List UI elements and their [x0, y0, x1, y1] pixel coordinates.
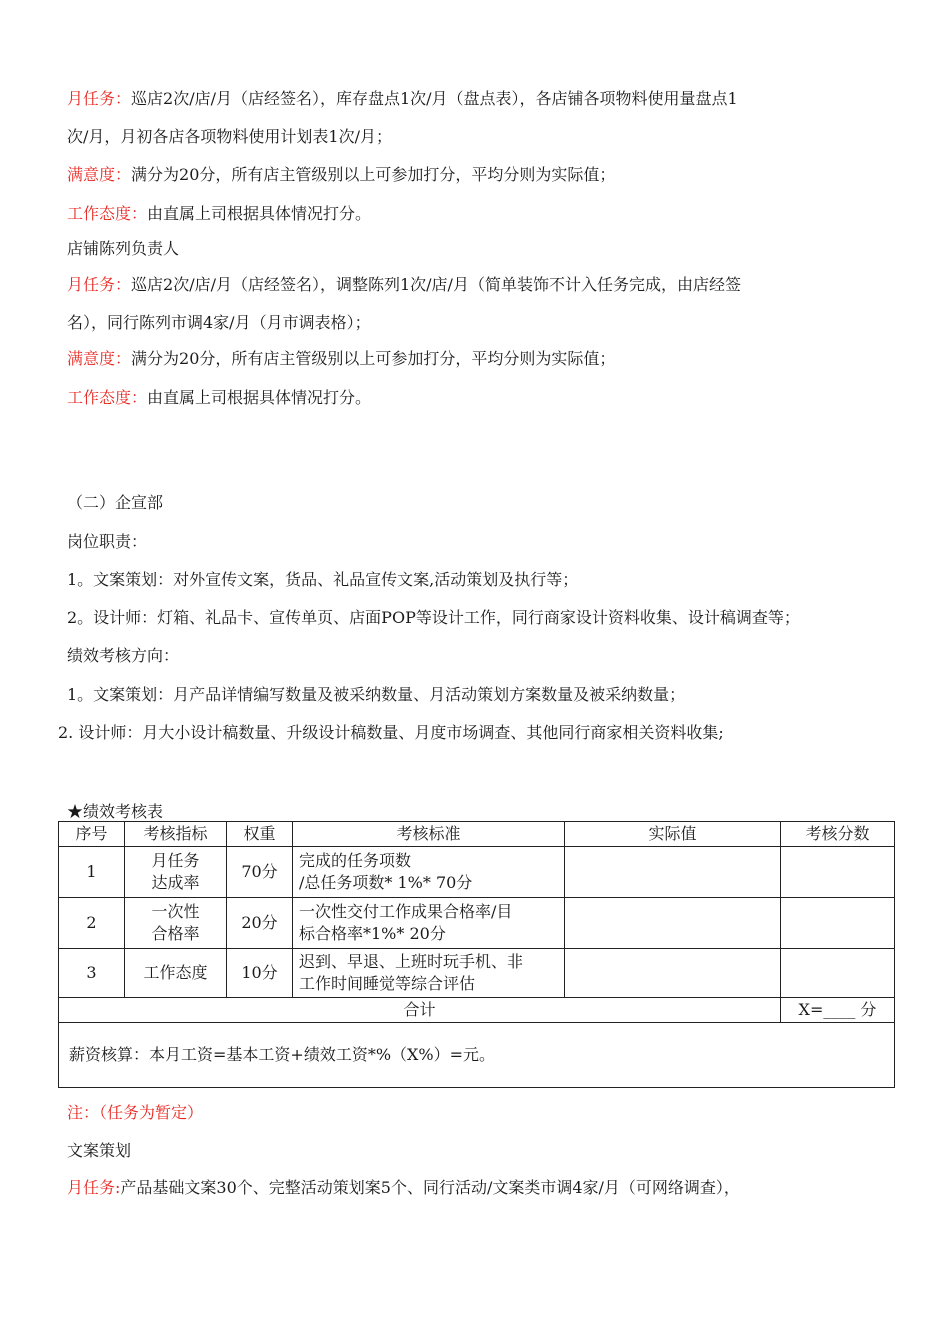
- task-label: 月任务：: [67, 275, 132, 294]
- total-value: X=____ 分: [781, 998, 895, 1023]
- task-label: 月任务:: [67, 1178, 121, 1197]
- direction-item-1: 1。文案策划：月产品详情编写数量及被采纳数量、月活动策划方案数量及被采纳数量；: [67, 685, 686, 704]
- satisfaction-label: 满意度：: [67, 349, 132, 368]
- table-row: [59, 847, 895, 898]
- direction-title: 绩效考核方向：: [67, 646, 180, 665]
- attitude-label: 工作态度：: [67, 204, 148, 223]
- task-text-cont: 名），同行陈列市调4家/月（月市调表格）；: [67, 313, 371, 332]
- direction-item-2: 2. 设计师：月大小设计稿数量、升级设计稿数量、月度市场调查、其他同行商家相关资料收集;: [58, 723, 724, 742]
- header-weight: 权重: [227, 822, 293, 847]
- row-no: 2: [59, 898, 125, 949]
- header-indicator: 考核指标: [125, 822, 227, 847]
- display-manager-heading: 店铺陈列负责人: [67, 239, 180, 258]
- attitude-text: 由直属上司根据具体情况打分。: [147, 388, 372, 407]
- row-actual: [565, 898, 781, 949]
- total-label: 合计: [59, 998, 781, 1023]
- attitude-line-2: [67, 387, 371, 409]
- row-score: [781, 847, 895, 898]
- task-line-3: [67, 274, 741, 296]
- table-row: [59, 898, 895, 949]
- header-no: 序号: [59, 822, 125, 847]
- salary-formula: 薪资核算：本月工资=基本工资+绩效工资*%（X%）=元。: [59, 1023, 895, 1088]
- copy-task-line: [67, 1177, 740, 1199]
- section-heading: （二）企宣部: [67, 493, 164, 512]
- attitude-label: 工作态度：: [67, 388, 148, 407]
- duties-title: 岗位职责：: [67, 532, 148, 551]
- task-text: 巡店2次/店/月（店经签名），调整陈列1次/店/月（简单装饰不计入任务完成，由店经签: [131, 275, 741, 294]
- row-indicator: 工作态度: [125, 949, 227, 998]
- row-actual: [565, 847, 781, 898]
- header-standard: 考核标准: [293, 822, 565, 847]
- note-label: 注：（任务为暂定）: [67, 1103, 204, 1122]
- satisfaction-line: [67, 164, 615, 186]
- satisfaction-text: 满分为20分，所有店主管级别以上可参加打分，平均分则为实际值；: [131, 165, 616, 184]
- row-indicator: 一次性 合格率: [125, 898, 227, 949]
- attitude-line: [67, 203, 371, 225]
- row-score: [781, 898, 895, 949]
- row-standard: 迟到、早退、上班时玩手机、非 工作时间睡觉等综合评估: [293, 949, 565, 998]
- copywriting-heading: 文案策划: [67, 1141, 132, 1160]
- task-label: 月任务：: [67, 89, 132, 108]
- row-standard: 完成的任务项数 /总任务项数* 1%* 70分: [293, 847, 565, 898]
- row-indicator: 月任务 达成率: [125, 847, 227, 898]
- row-weight: 20分: [227, 898, 293, 949]
- row-weight: 10分: [227, 949, 293, 998]
- task-text: 巡店2次/店/月（店经签名），库存盘点1次/月（盘点表），各店铺各项物料使用量盘点1: [131, 89, 738, 108]
- task-text: 产品基础文案30个、完整活动策划案5个、同行活动/文案类市调4家/月（可网络调查），: [120, 1178, 740, 1197]
- row-no: 1: [59, 847, 125, 898]
- task-line-2: [67, 126, 392, 148]
- satisfaction-line-2: [67, 348, 615, 370]
- row-no: 3: [59, 949, 125, 998]
- header-score: 考核分数: [781, 822, 895, 847]
- task-line-1: [67, 88, 738, 110]
- table-row: [59, 949, 895, 998]
- salary-row: [59, 1023, 895, 1088]
- row-standard: 一次性交付工作成果合格率/目 标合格率*1%* 20分: [293, 898, 565, 949]
- table-title: ★绩效考核表: [67, 802, 164, 821]
- task-text-cont: 次/月，月初各店各项物料使用计划表1次/月；: [67, 127, 392, 146]
- row-actual: [565, 949, 781, 998]
- satisfaction-text: 满分为20分，所有店主管级别以上可参加打分，平均分则为实际值；: [131, 349, 616, 368]
- duty-item-2: 2。设计师：灯箱、礼品卡、宣传单页、店面POP等设计工作，同行商家设计资料收集、设计稿调查等；: [67, 608, 800, 627]
- row-score: [781, 949, 895, 998]
- total-row: [59, 998, 895, 1023]
- row-weight: 70分: [227, 847, 293, 898]
- performance-table: [58, 821, 895, 1088]
- table-header-row: [59, 822, 895, 847]
- task-line-4: [67, 312, 371, 334]
- satisfaction-label: 满意度：: [67, 165, 132, 184]
- duty-item-1: 1。文案策划：对外宣传文案，货品、礼品宣传文案,活动策划及执行等；: [67, 570, 579, 589]
- attitude-text: 由直属上司根据具体情况打分。: [147, 204, 372, 223]
- header-actual: 实际值: [565, 822, 781, 847]
